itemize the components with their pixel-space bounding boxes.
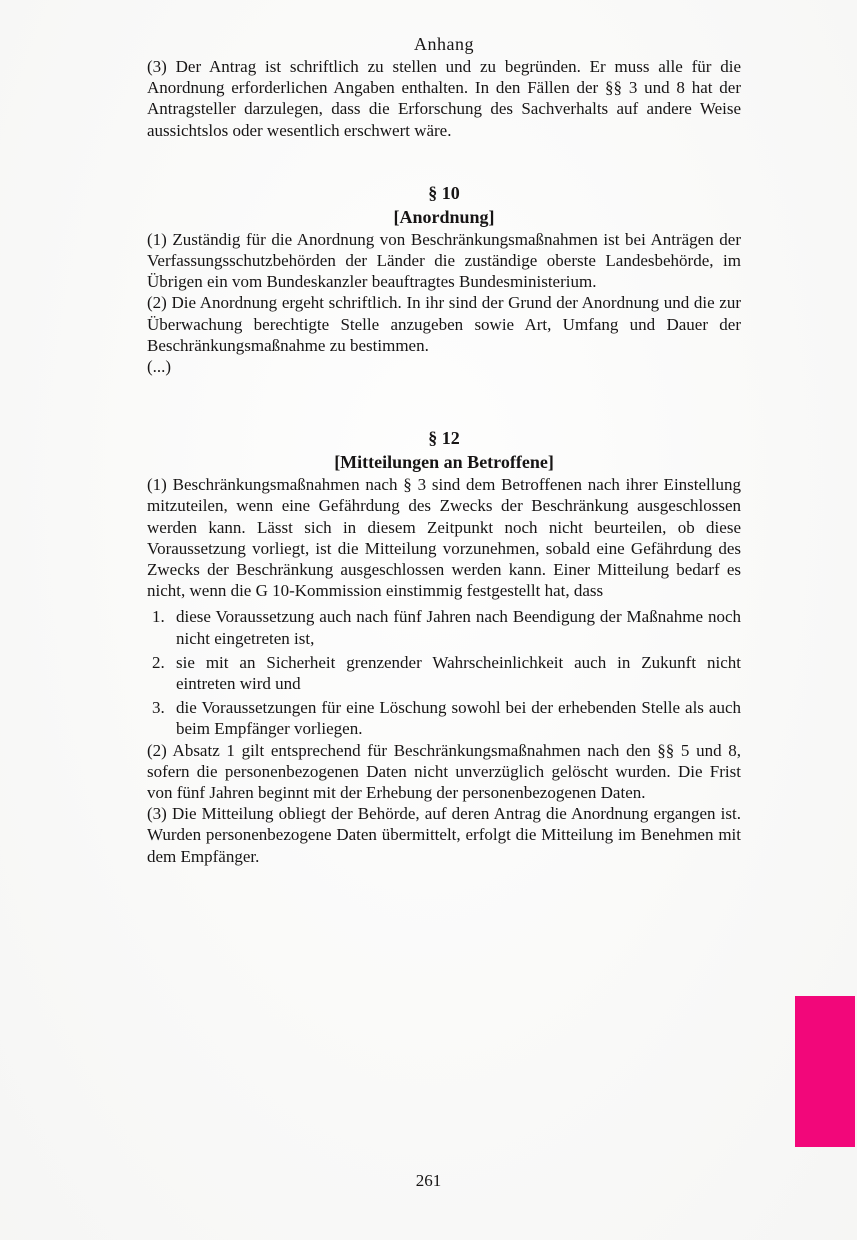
list-item-number: 2. <box>152 652 165 672</box>
list-item-text: sie mit an Sicherheit grenzender Wahrscheinlichkeit auch in Zukunft nicht eintreten wird und <box>176 652 741 694</box>
section-12-title: [Mitteilungen an Betroffene] <box>334 452 554 473</box>
list-item <box>147 697 741 739</box>
list-item-number: 1. <box>152 607 165 627</box>
list-item <box>147 606 741 648</box>
list-item-text: diese Voraussetzung auch nach fünf Jahren nach Beendigung der Maßnahme noch nicht eingetreten ist, <box>176 607 741 648</box>
section-12-paragraph-2: (2) Absatz 1 gilt entsprechend für Beschränkungsmaßnahmen nach den §§ 5 und 8, sofern die personenbezogenen Daten nicht unverzüglich gelöscht wurden. Die Frist von fünf Jahren beginnt mit der Erhebung der personenbezogenen Daten. <box>147 740 741 803</box>
numbered-list <box>147 606 741 739</box>
thumb-index-tab <box>795 996 855 1147</box>
text-column <box>147 0 741 867</box>
section-12-paragraph-1: (1) Beschränkungsmaßnahmen nach § 3 sind dem Betroffenen nach ihrer Einstellung mitzuteilen, wenn eine Gefährdung des Zwecks der Beschränkung ausgeschlossen werden kann. Lässt sich in diesem Zeitpunkt noch nicht beurteilen, ob diese Voraussetzung vorliegt, ist die Mitteilung vorzunehmen, sobald eine Gefährdung des Zwecks der Beschränkung ausgeschlossen werden kann. Einer Mitteilung bedarf es nicht, wenn die G 10-Kommission einstimmig festgestellt hat, dass <box>147 475 741 601</box>
paragraph-9-3: (3) Der Antrag ist schriftlich zu stellen und zu begründen. Er muss alle für die Anordnung erforderlichen Angaben enthalten. In den Fällen der §§ 3 und 8 hat der Antragsteller darzulegen, dass die Erforschung des Sachverhalts auf andere Weise aussichtslos oder wesentlich erschwert wäre. <box>147 57 741 140</box>
section-12-number: § 12 <box>428 428 460 449</box>
running-header: Anhang <box>414 34 474 54</box>
section-12-paragraph-3: (3) Die Mitteilung obliegt der Behörde, auf deren Antrag die Anordnung ergangen ist. Wurden personenbezogene Daten übermittelt, erfolgt die Mitteilung im Benehmen mit dem Empfänger. <box>147 804 741 866</box>
section-10-heading <box>147 181 741 229</box>
section-10-number: § 10 <box>428 182 460 203</box>
section-10-title: [Anordnung] <box>393 206 495 227</box>
section-10-paragraph-2: (2) Die Anordnung ergeht schriftlich. In ihr sind der Grund der Anordnung und die zur Überwachung berechtigte Stelle anzugeben sowie Art, Umfang und Dauer der Beschränkungsmaßnahme zu bestimmen. <box>147 293 741 355</box>
list-item-number: 3. <box>152 698 165 718</box>
omission-mark: (...) <box>147 357 172 377</box>
list-item <box>147 652 741 694</box>
list-item-text: die Voraussetzungen für eine Löschung sowohl bei der erhebenden Stelle als auch beim Empfänger vorliegen. <box>176 698 741 739</box>
section-10-paragraph-1: (1) Zuständig für die Anordnung von Beschränkungsmaßnahmen ist bei Anträgen der Verfassungsschutzbehörden der Länder die zuständige oberste Landesbehörde, im Übrigen ein vom Bundeskanzler beauftragtes Bundesministerium. <box>147 229 741 292</box>
section-12-heading <box>147 426 741 474</box>
page-number: 261 <box>415 1171 442 1190</box>
